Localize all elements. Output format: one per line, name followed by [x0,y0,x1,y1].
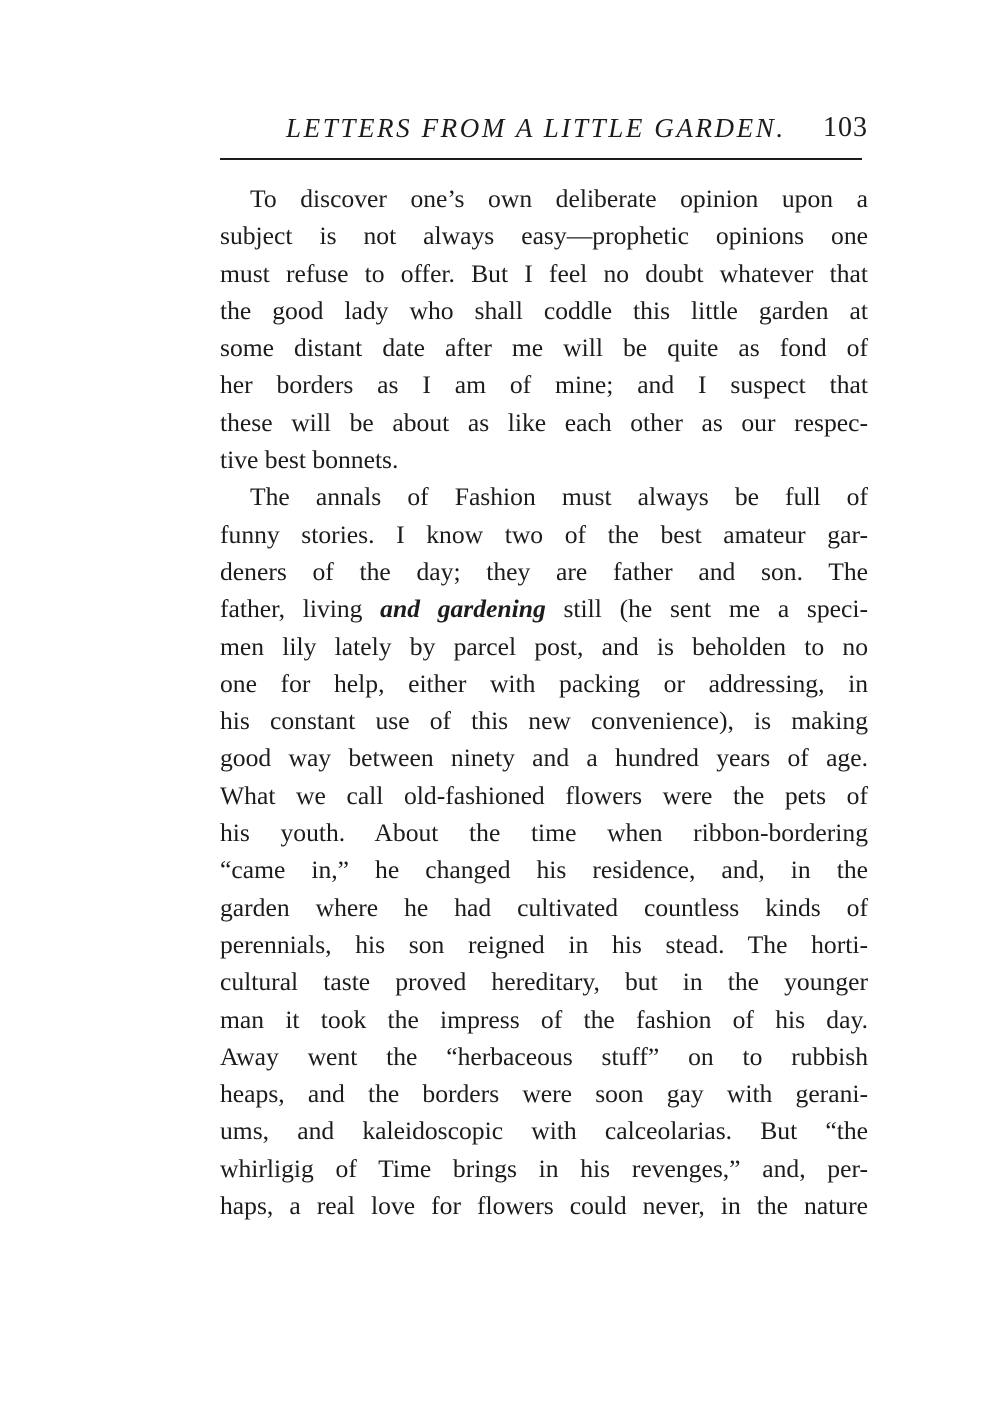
text-run: still (he sent me a speci- [545,594,868,624]
paragraph-1 [220,180,868,478]
text-line: good way between ninety and a hundred years of age. [220,743,868,773]
text-line: the good lady who shall coddle this little garden at [220,295,868,325]
text-line: his constant use of this new convenience), is making [220,706,868,736]
text-line: What we call old-fashioned flowers were the pets of [220,780,868,810]
text-line: some distant date after me will be quite as fond of [220,333,868,363]
text-line: one for help, either with packing or addressing, in [220,668,868,698]
page-number: 103 [823,112,868,143]
body-text [220,180,868,1224]
text-line: garden where he had cultivated countless kinds of [220,892,868,922]
text-line: men lily lately by parcel post, and is beholden to no [220,631,868,661]
header-rule [220,158,862,160]
text-line: ums, and kaleidoscopic with calceolarias. But “the [220,1116,868,1146]
text-line: subject is not always easy—prophetic opinions one [220,221,868,251]
running-title: LETTERS FROM A LITTLE GARDEN. [286,113,786,143]
text-run: father, living [220,594,381,624]
text-line: whirligig of Time brings in his revenges,” and, per- [220,1153,868,1183]
text-line: deners of the day; they are father and son. The [220,556,868,586]
text-line-with-emphasis [220,590,868,627]
text-line: perennials, his son reigned in his stead. The horti- [220,929,868,959]
text-line: Away went the “herbaceous stuff” on to rubbish [220,1041,868,1071]
text-line: man it took the impress of the fashion of his day. [220,1004,868,1034]
text-line: her borders as I am of mine; and I suspect that [220,370,868,400]
text-line: “came in,” he changed his residence, and, in the [220,855,868,885]
running-head [220,108,868,148]
text-line: tive best bonnets. [220,445,399,475]
text-line: must refuse to offer. But I feel no doubt whatever that [220,258,868,288]
italic-emphasis: and gardening [380,594,546,624]
text-line: The annals of Fashion must always be full of [250,482,868,512]
paragraph-2 [220,478,868,1224]
text-line: haps, a real love for flowers could never, in the nature [220,1191,868,1221]
text-line: his youth. About the time when ribbon-bordering [220,818,868,848]
text-line: funny stories. I know two of the best amateur gar- [220,519,868,549]
text-line: To discover one’s own deliberate opinion upon a [250,184,868,213]
text-line: cultural taste proved hereditary, but in the younger [220,967,868,997]
text-line: heaps, and the borders were soon gay with gerani- [220,1079,868,1109]
text-line: these will be about as like each other as our respec- [220,407,868,437]
